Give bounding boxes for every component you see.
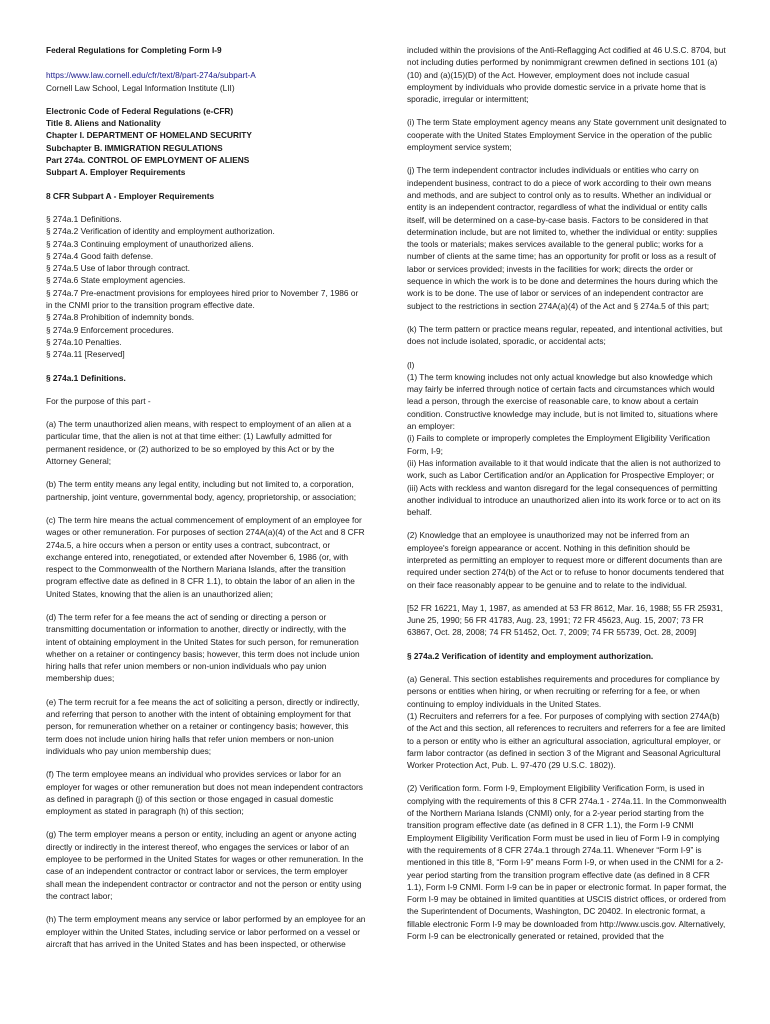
section-intro: For the purpose of this part -	[46, 395, 151, 406]
header-block	[46, 105, 366, 179]
definition-paragraph: (f) The term employee means an individual who provides services or labor for an employer for wages or other remuneration but does not mean independent contractors as defined in paragraph (j) of this section or those engaged in casual domestic employment as stated in paragraph (h) of this section;	[46, 769, 363, 817]
definition-l-line: (ii) Has information available to it that would indicate that the alien is not authorized to work, such as Labor Certification and/or an Application for Prospective Employer; or	[407, 457, 721, 481]
toc-item[interactable]: § 274a.1 Definitions.	[46, 213, 122, 224]
toc-item[interactable]: § 274a.4 Good faith defense.	[46, 250, 154, 261]
toc-item[interactable]: § 274a.11 [Reserved]	[46, 349, 125, 360]
general-block	[407, 673, 727, 771]
definition-paragraph: (j) The term independent contractor includes individuals or entities who carry on independent business, contract to do a piece of work according to their own means and methods, and are subject to control only as to results. Whether an individual or entity is an independent contractor, regardless of what the individual or entity calls itself, will be determined on a case-by-case basis. Factors to be considered in that determination include, but are not limited to, whether the individual or entity: supplies the tools or materials; makes services available to the general public; works for a number of clients at the same time; has an opportunity for profit or loss as a result of labor or services provided; invests in the facilities for work; directs the order or sequence in which the work is to be done and determines the hours during which the work is to be done. The use of labor or services of an independent contractor are subject to the restrictions in section 274A(a)(4) of the Act and § 274a.5 of this part;	[407, 165, 718, 311]
header-line: Subpart A. Employer Requirements	[46, 167, 186, 178]
definition-paragraph: (k) The term pattern or practice means regular, repeated, and intentional activities, but does not include isolated, sporadic, or accidental acts;	[407, 323, 723, 347]
general-line: (1) Recruiters and referrers for a fee. For purposes of complying with section 274A(b) of the Act and this section, all references to recruiters and referrers for a fee are limited to a person or entity who is either an agricultural association, agricultural employer, or farm labor contractor (as defined in section 3 of the Migrant and Seasonal Agricultural Worker Protection Act, Pub. L. 97-470 (29 U.S.C. 1802)).	[407, 710, 726, 771]
source-name: Cornell Law School, Legal Information Institute (LII)	[46, 82, 235, 93]
toc-item[interactable]: § 274a.10 Penalties.	[46, 336, 122, 347]
definition-l-line: (i) Fails to complete or improperly completes the Employment Eligibility Verification Form, I-9;	[407, 433, 710, 456]
definition-l-line: (iii) Acts with reckless and wanton disregard for the legal consequences of permitting another individual to introduce an unauthorized alien into its work force or to act on its behalf.	[407, 482, 721, 518]
verification-form-paragraph: (2) Verification form. Form I-9, Employment Eligibility Verification Form, is used in complying with the requirements of this 8 CFR 274a.1 - 274a.11. In the Commonwealth of the Northern Mariana Islands (CNMI) only, for a 2-year period starting from the transition program effective date (as defined in 8 CFR 1.1), the Form I-9 CNMI Employment Eligibility Verification Form must be used in lieu of Form I-9 in complying with the requirements of 8 CFR 274a.1 through 274a.11. Whenever “Form I-9” is mentioned in this title 8, “Form I-9” means Form I-9, or when used in the CNMI for a 2-year period starting from the transition program effective date (as defined in 8 CFR 1.1), Form I-9 CNMI. Form I-9 can be in paper or electronic format. In paper format, the Form I-9 may be obtained in limited quantities at USCIS district offices, or ordered from the Superintendent of Documents, Washington, DC 20402. In electronic format, a fillable electronic Form I-9 may be downloaded from http://www.uscis.gov. Alternatively, Form I-9 can be electronically generated or retained, provided that the	[407, 783, 727, 941]
toc-item[interactable]: § 274a.2 Verification of identity and employment authorization.	[46, 226, 275, 237]
definition-paragraph: (i) The term State employment agency means any State government unit designated to cooperate with the United States Employment Service in the operation of the public employment service system;	[407, 117, 727, 153]
header-line: Subchapter B. IMMIGRATION REGULATIONS	[46, 142, 223, 153]
document-title: Federal Regulations for Completing Form I-9	[46, 45, 222, 55]
definition-l-label: (l)	[407, 359, 415, 370]
definition-paragraph: (c) The term hire means the actual commencement of employment of an employee for wages or other remuneration. For purposes of section 274A(a)(4) of the Act and 8 CFR 274a.5, a hire occurs when a person or entity uses a contract, subcontract, or exchange entered into, renegotiated, or extended after November 6, 1986 (or, with respect to the Commonwealth of the Northern Mariana Islands, after the transition program effective date as defined in 8 CFR 1.1), to obtain the labor of an alien in the United States, knowing that the alien is an unauthorized alien;	[46, 514, 365, 599]
definition-paragraph: (g) The term employer means a person or entity, including an agent or anyone acting directly or indirectly in the interest thereof, who engages the services or labor of an employee to be performed in the United States for wages or other remuneration. In the case of an independent contractor or contract labor or services, the term employer shall mean the independent contractor or contractor and not the person or entity using the contract labor;	[46, 829, 364, 901]
definition-paragraph: (a) The term unauthorized alien means, with respect to employment of an alien at a particular time, that the alien is not at that time either: (1) Lawfully admitted for permanent residence, or (2) authorized to be so employed by this Act or by the Attorney General;	[46, 419, 352, 467]
header-line: Part 274a. CONTROL OF EMPLOYMENT OF ALIENS	[46, 155, 250, 166]
definition-l-line: (1) The term knowing includes not only actual knowledge but also knowledge which may fairly be inferred through notice of certain facts and circumstances which would lead a person, through the exercise of reasonable care, to know about a certain condition. Constructive knowledge may include, but is not limited to, situations where an employer:	[407, 371, 718, 432]
source-link[interactable]: https://www.law.cornell.edu/cfr/text/8/part-274a/subpart-A	[46, 70, 256, 81]
definition-paragraph: included within the provisions of the Anti-Reflagging Act codified at 46 U.S.C. 8704, but not including duties performed by nonimmigrant crewmen defined in sections 101 (a)(10) and (a)(15)(D) of the Act. However, employment does not include casual employment by individuals who provide domestic service in a private home that is sporadic, irregular or intermittent;	[407, 45, 726, 105]
header-line: Electronic Code of Federal Regulations (e-CFR)	[46, 105, 234, 116]
citation: [52 FR 16221, May 1, 1987, as amended at 53 FR 8612, Mar. 16, 1988; 55 FR 25931, June 25, 1990; 56 FR 41783, Aug. 23, 1991; 72 FR 45623, Aug. 15, 2007; 73 FR 63867, Oct. 28, 2008; 74 FR 51452, Oct. 7, 2009; 74 FR 55739, Oct. 28, 2009]	[407, 602, 723, 638]
table-of-contents	[46, 213, 366, 361]
toc-item[interactable]: § 274a.5 Use of labor through contract.	[46, 263, 190, 274]
toc-item[interactable]: § 274a.7 Pre-enactment provisions for employees hired prior to November 7, 1986 or in the CNMI prior to the transition program effective date.	[46, 287, 359, 311]
right-column	[407, 44, 727, 942]
toc-item[interactable]: § 274a.8 Prohibition of indemnity bonds.	[46, 312, 195, 323]
header-line: Chapter I. DEPARTMENT OF HOMELAND SECURITY	[46, 130, 252, 141]
section-heading: § 274a.1 Definitions.	[46, 372, 126, 383]
section-heading: § 274a.2 Verification of identity and employment authorization.	[407, 650, 654, 661]
toc-item[interactable]: § 274a.3 Continuing employment of unauthorized aliens.	[46, 238, 254, 249]
definition-paragraph: (e) The term recruit for a fee means the act of soliciting a person, directly or indirectly, and referring that person to another with the intent of obtaining employment for that person, for remuneration whether on a retainer or contingency basis; however, this term does not include union hiring halls that refer union members or non-union individuals who pay union membership dues;	[46, 696, 360, 756]
toc-item[interactable]: § 274a.9 Enforcement procedures.	[46, 324, 174, 335]
general-line: (a) General. This section establishes requirements and procedures for compliance by persons or entities when hiring, or when recruiting or referring for a fee, or when continuing to employ individuals in the United States.	[407, 674, 720, 709]
definition-l-block	[407, 359, 727, 519]
definition-paragraph: (b) The term entity means any legal entity, including but not limited to, a corporation, partnership, joint venture, governmental body, agency, proprietorship, or association;	[46, 479, 357, 502]
definition-paragraph: (2) Knowledge that an employee is unauthorized may not be inferred from an employee's foreign appearance or accent. Nothing in this definition should be interpreted as permitting an employer to request more or different documents than are required under section 274(b) of the Act or to refuse to honor documents tendered that on their face reasonably appear to be genuine and to relate to the individual.	[407, 530, 724, 590]
definition-paragraph: (h) The term employment means any service or labor performed by an employee for an employer within the United States, including service or labor performed on a vessel or aircraft that has arrived in the United States and has been inspected, or otherwise	[46, 914, 366, 949]
definition-paragraph: (d) The term refer for a fee means the act of sending or directing a person or transmitting documentation or information to another, directly or indirectly, with the intent of obtaining employment in the United States for such person, for remuneration whether on a retainer or contingency basis; however, this term does not include union hiring halls that refer union members or non-union individuals who pay union membership dues;	[46, 611, 360, 684]
toc-item[interactable]: § 274a.6 State employment agencies.	[46, 275, 186, 286]
left-column	[46, 44, 366, 950]
subpart-heading: 8 CFR Subpart A - Employer Requirements	[46, 190, 215, 201]
header-line: Title 8. Aliens and Nationality	[46, 118, 161, 129]
